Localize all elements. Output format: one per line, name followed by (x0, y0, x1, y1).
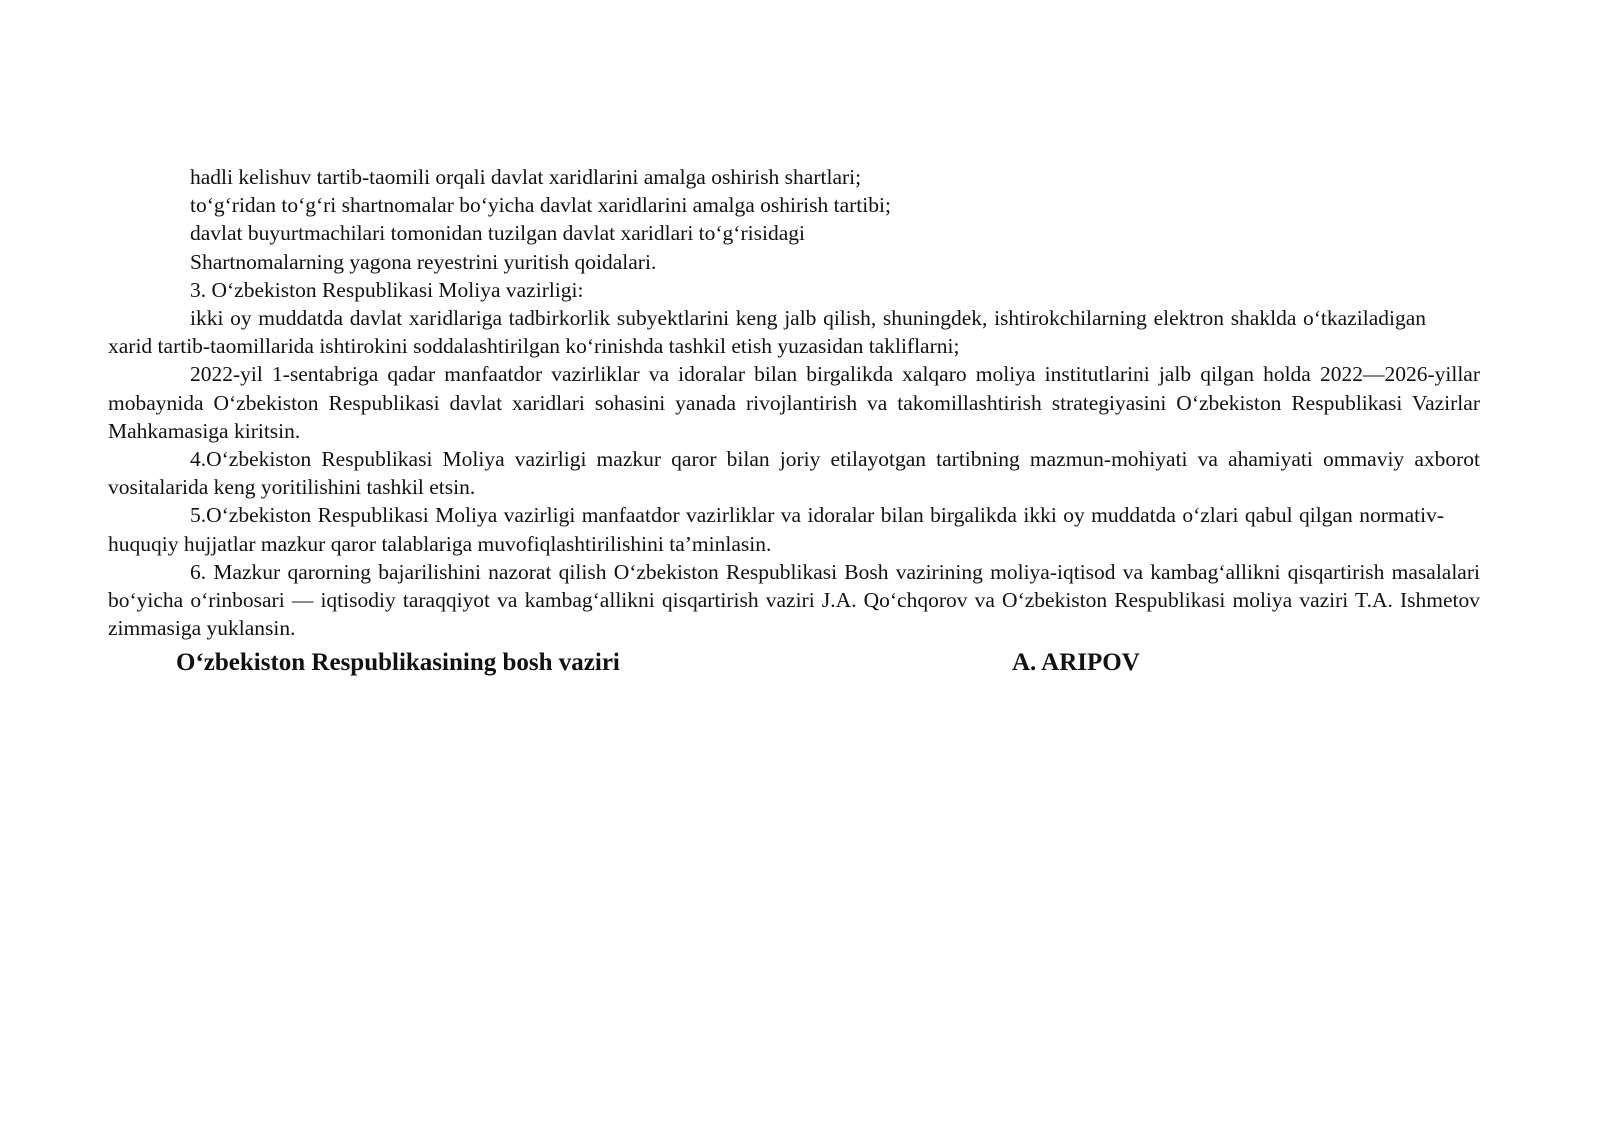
paragraph-item-6: 6. Mazkur qarorning bajarilishini nazorat qilish O‘zbekiston Respublikasi Bosh vazirining moliya-iqtisod va kambag‘allikni qisqartirish masalalari bo‘yicha o‘rinbosari — iqtisodiy taraqqiyot va kambag‘allikni qisqartirish vaziri J.A. Qo‘chqorov va O‘zbekiston Respublikasi moliya vaziri T.A. Ishmetov zimmasiga yuklansin. (108, 559, 1480, 641)
condition-line-4: Shartnomalarning yagona reyestrini yuritish qoidalari. (190, 249, 657, 274)
condition-line-3: davlat buyurtmachilari tomonidan tuzilgan davlat xaridlari to‘g‘risidagi (190, 221, 805, 246)
signature-title: O‘zbekiston Respublikasining bosh vaziri (176, 649, 620, 677)
document-page (108, 163, 1480, 680)
paragraph-proposals: ikki oy muddatda davlat xaridlariga tadbirkorlik subyektlarini keng jalb qilish, shuningdek, ishtirokchilarning elektron shaklda o‘tkaziladigan xarid tartib-taomillarida ishtirokini soddalashtirilgan ko‘rinishda tashkil etish yuzasidan takliflarni; (108, 306, 1426, 359)
condition-line-1: hadli kelishuv tartib-taomili orqali davlat xaridlarini amalga oshirish shartlari; (190, 165, 862, 189)
paragraph-item-5: 5.O‘zbekiston Respublikasi Moliya vazirligi manfaatdor vazirliklar va idoralar bilan birgalikda ikki oy muddatda o‘zlari qabul qilgan normativ-huquqiy hujjatlar mazkur qaror talablariga muvofiqlashtirilishini ta’minlasin. (108, 503, 1444, 556)
signature-name: A. ARIPOV (1012, 649, 1140, 677)
condition-line-2: to‘g‘ridan to‘g‘ri shartnomalar bo‘yicha davlat xaridlarini amalga oshirish tartibi; (190, 193, 891, 218)
signature-block (108, 646, 1480, 680)
paragraph-strategy: 2022-yil 1-sentabriga qadar manfaatdor vazirliklar va idoralar bilan birgalikda xalqaro moliya institutlarini jalb qilgan holda 2022—2026-yillar mobaynida O‘zbekiston Respublikasi davlat xaridlari sohasini yanada rivojlantirish va takomillashtirish strategiyasini O‘zbekiston Respublikasi Vazirlar Mahkamasiga kiritsin. (108, 362, 1480, 443)
paragraph-item-4: 4.O‘zbekiston Respublikasi Moliya vazirligi mazkur qaror bilan joriy etilayotgan tartibning mazmun-mohiyati va ahamiyati ommaviy axborot vositalarida keng yoritilishini tashkil etsin. (108, 447, 1480, 500)
section-3-heading: 3. O‘zbekiston Respublikasi Moliya vazirligi: (190, 277, 584, 302)
